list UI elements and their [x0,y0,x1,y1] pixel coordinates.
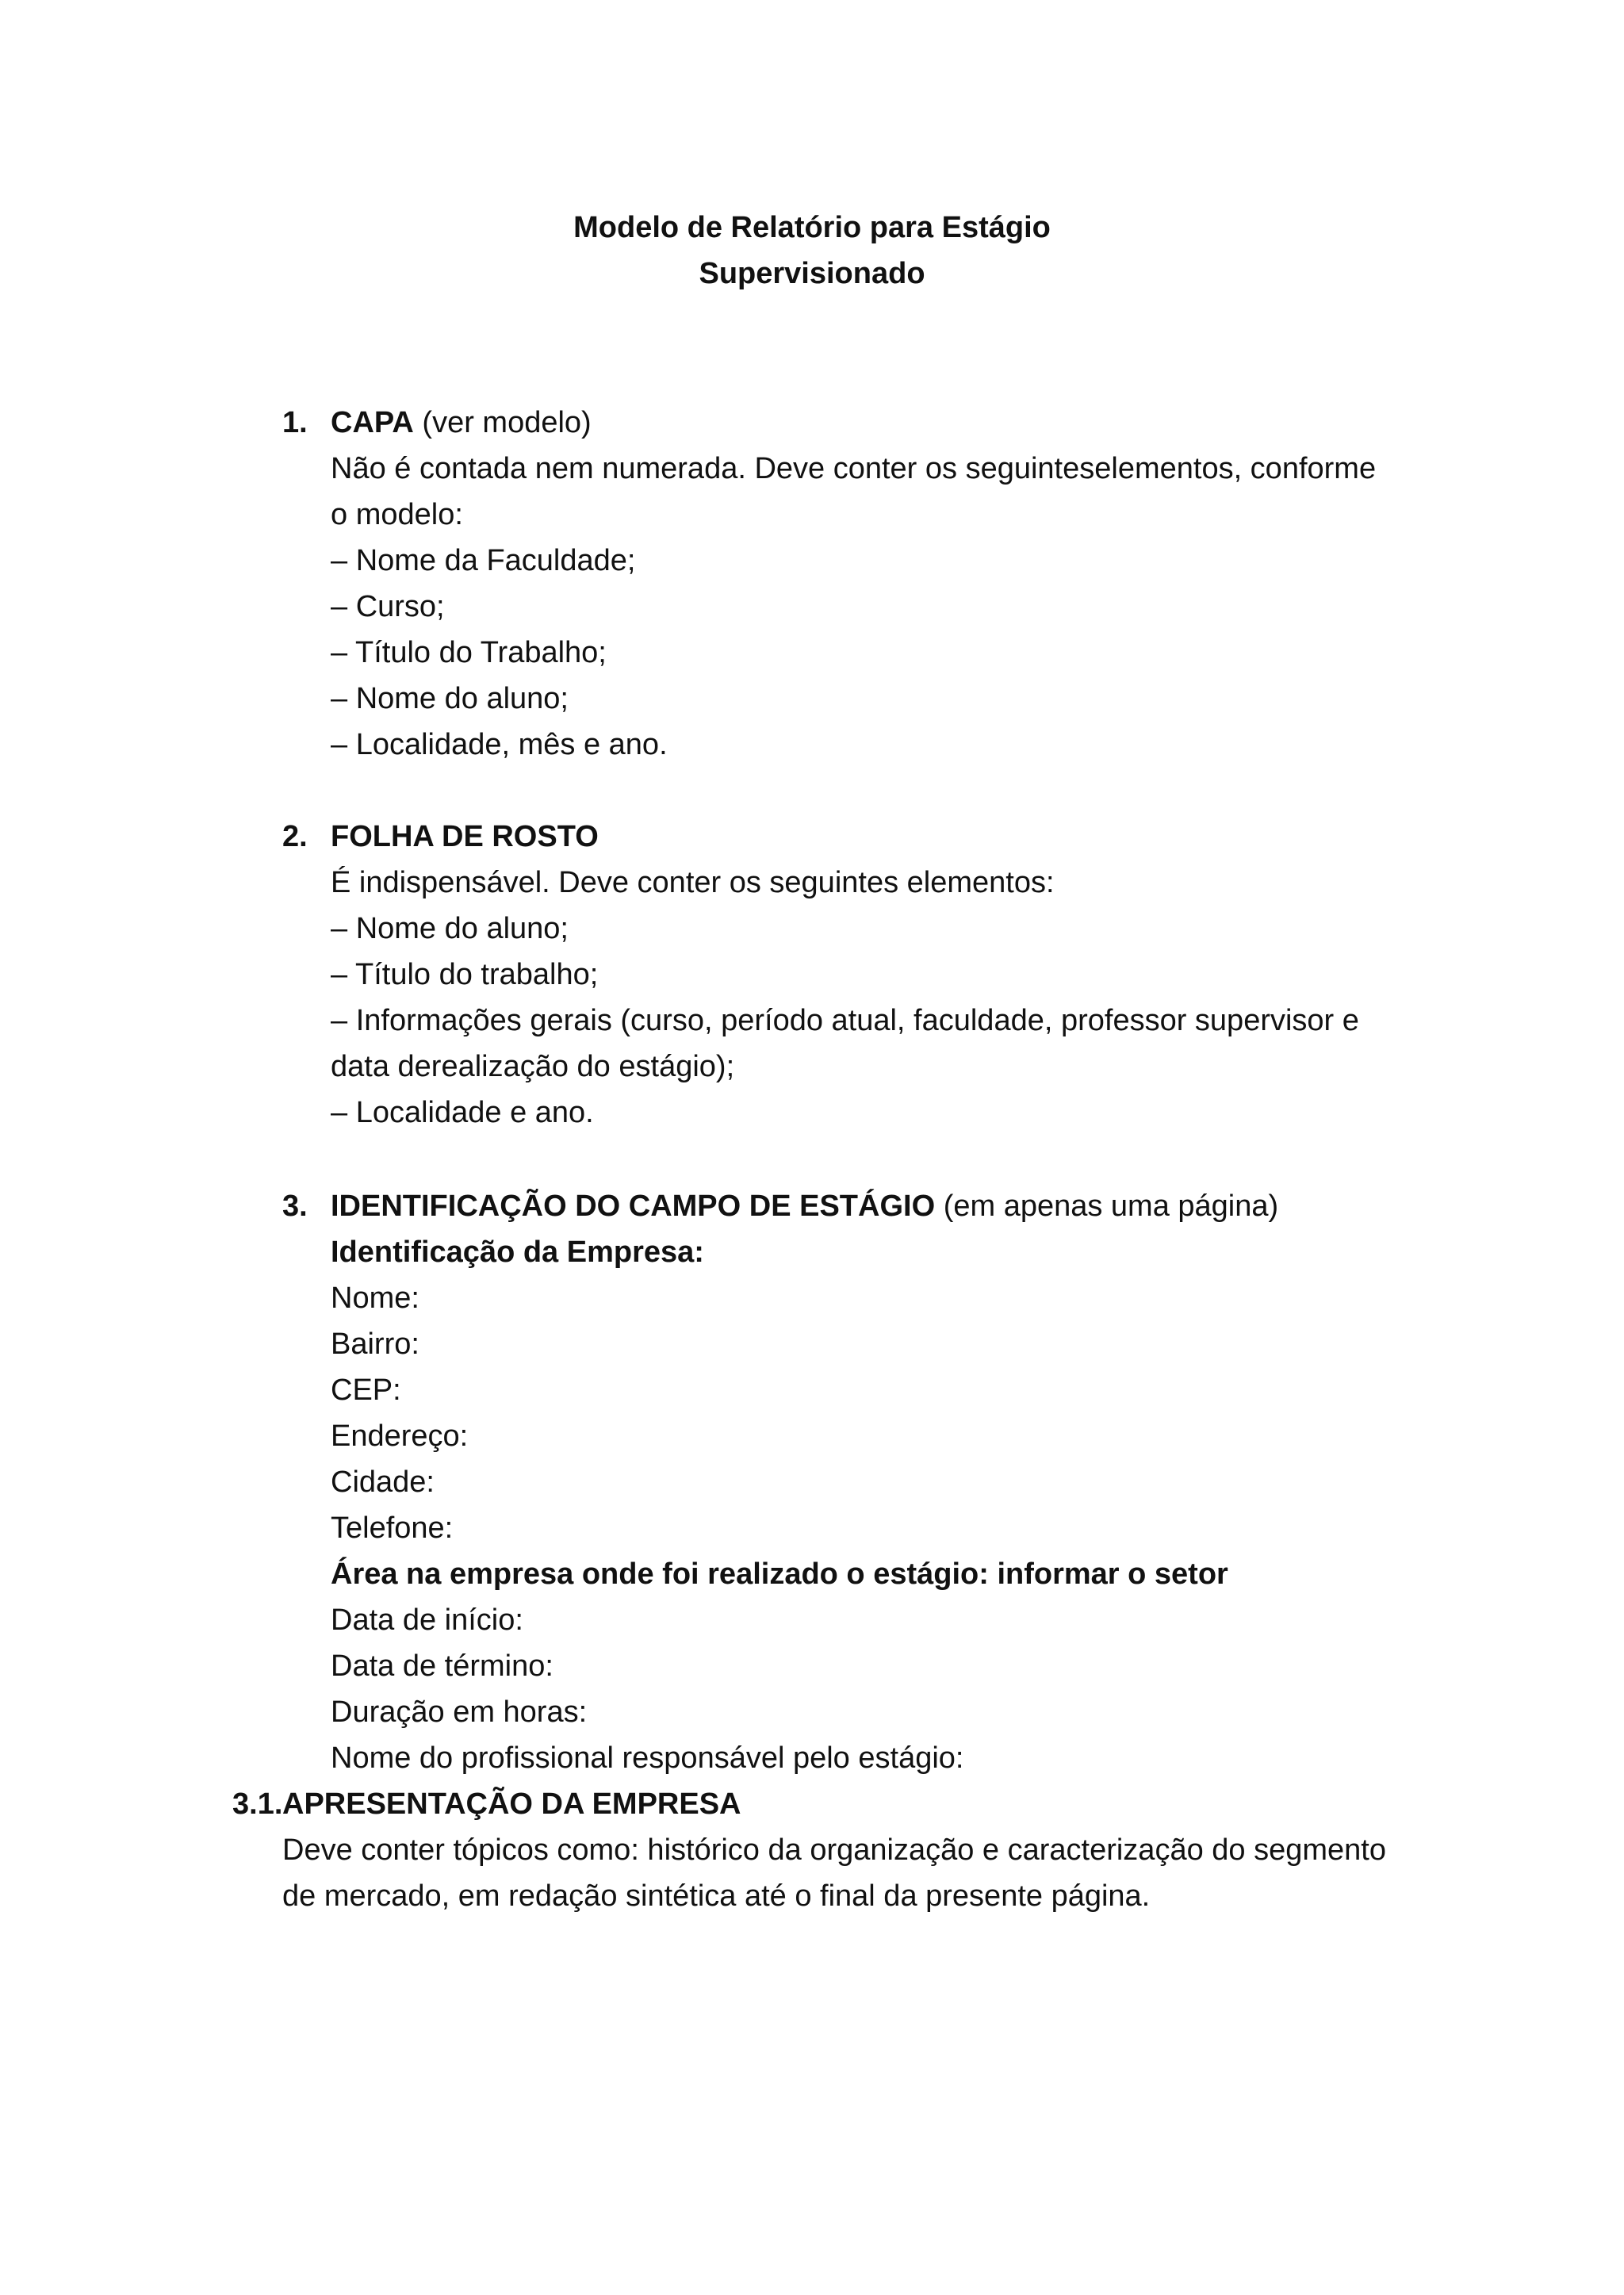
field-label: Cidade: [331,1466,435,1499]
list-item: – Título do trabalho; [331,958,599,991]
list-item: – Nome do aluno; [331,912,569,945]
field-label: Duração em horas: [331,1695,588,1729]
list-item: – Nome da Faculdade; [331,544,636,577]
field-label: Bairro: [331,1328,419,1361]
section-number: 3. [282,1190,308,1223]
field-label: Data de início: [331,1603,523,1637]
list-item: – Informações gerais (curso, período atual, faculdade, professor supervisor e [331,1004,1359,1037]
title-line-2: Supervisionado [699,257,925,290]
field-label: Endereço: [331,1420,469,1453]
section-heading: FOLHA DE ROSTO [331,820,599,853]
section-number: 2. [282,820,308,853]
body-line: Deve conter tópicos como: histórico da organização e caracterização do segmento [282,1833,1386,1867]
section-intro-line: É indispensável. Deve conter os seguintes elementos: [331,866,1055,899]
section-intro-line: Não é contada nem numerada. Deve conter os seguinteselementos, conforme [331,452,1377,485]
subheading: Identificação da Empresa: [331,1236,704,1269]
section-heading: IDENTIFICAÇÃO DO CAMPO DE ESTÁGIO [331,1190,936,1223]
body-line: de mercado, em redação sintética até o final da presente página. [282,1879,1151,1913]
list-item: – Localidade, mês e ano. [331,728,668,761]
list-item: data derealização do estágio); [331,1050,735,1083]
list-item: – Nome do aluno; [331,682,569,715]
document-title [0,205,1624,297]
section-heading: CAPA [331,406,414,439]
section-heading-line [331,1183,1278,1229]
area-heading: Área na empresa onde foi realizado o estágio: informar o setor [331,1557,1228,1591]
section-heading-suffix: (ver modelo) [413,406,592,439]
field-label: CEP: [331,1374,401,1407]
section-number: 1. [282,406,308,439]
title-line-1: Modelo de Relatório para Estágio [573,211,1051,244]
field-label: Data de término: [331,1649,553,1683]
section-intro-line: o modelo: [331,498,463,531]
list-item: – Título do Trabalho; [331,636,607,669]
field-label: Telefone: [331,1511,454,1545]
field-label: Nome: [331,1282,419,1315]
list-item: – Localidade e ano. [331,1096,594,1129]
field-label: Nome do profissional responsável pelo estágio: [331,1741,964,1775]
section-number: 3.1. [232,1787,283,1821]
section-heading-suffix: (em apenas uma página) [935,1190,1279,1223]
section-heading: APRESENTAÇÃO DA EMPRESA [282,1787,741,1821]
list-item: – Curso; [331,590,445,623]
section-heading-line [331,400,592,446]
